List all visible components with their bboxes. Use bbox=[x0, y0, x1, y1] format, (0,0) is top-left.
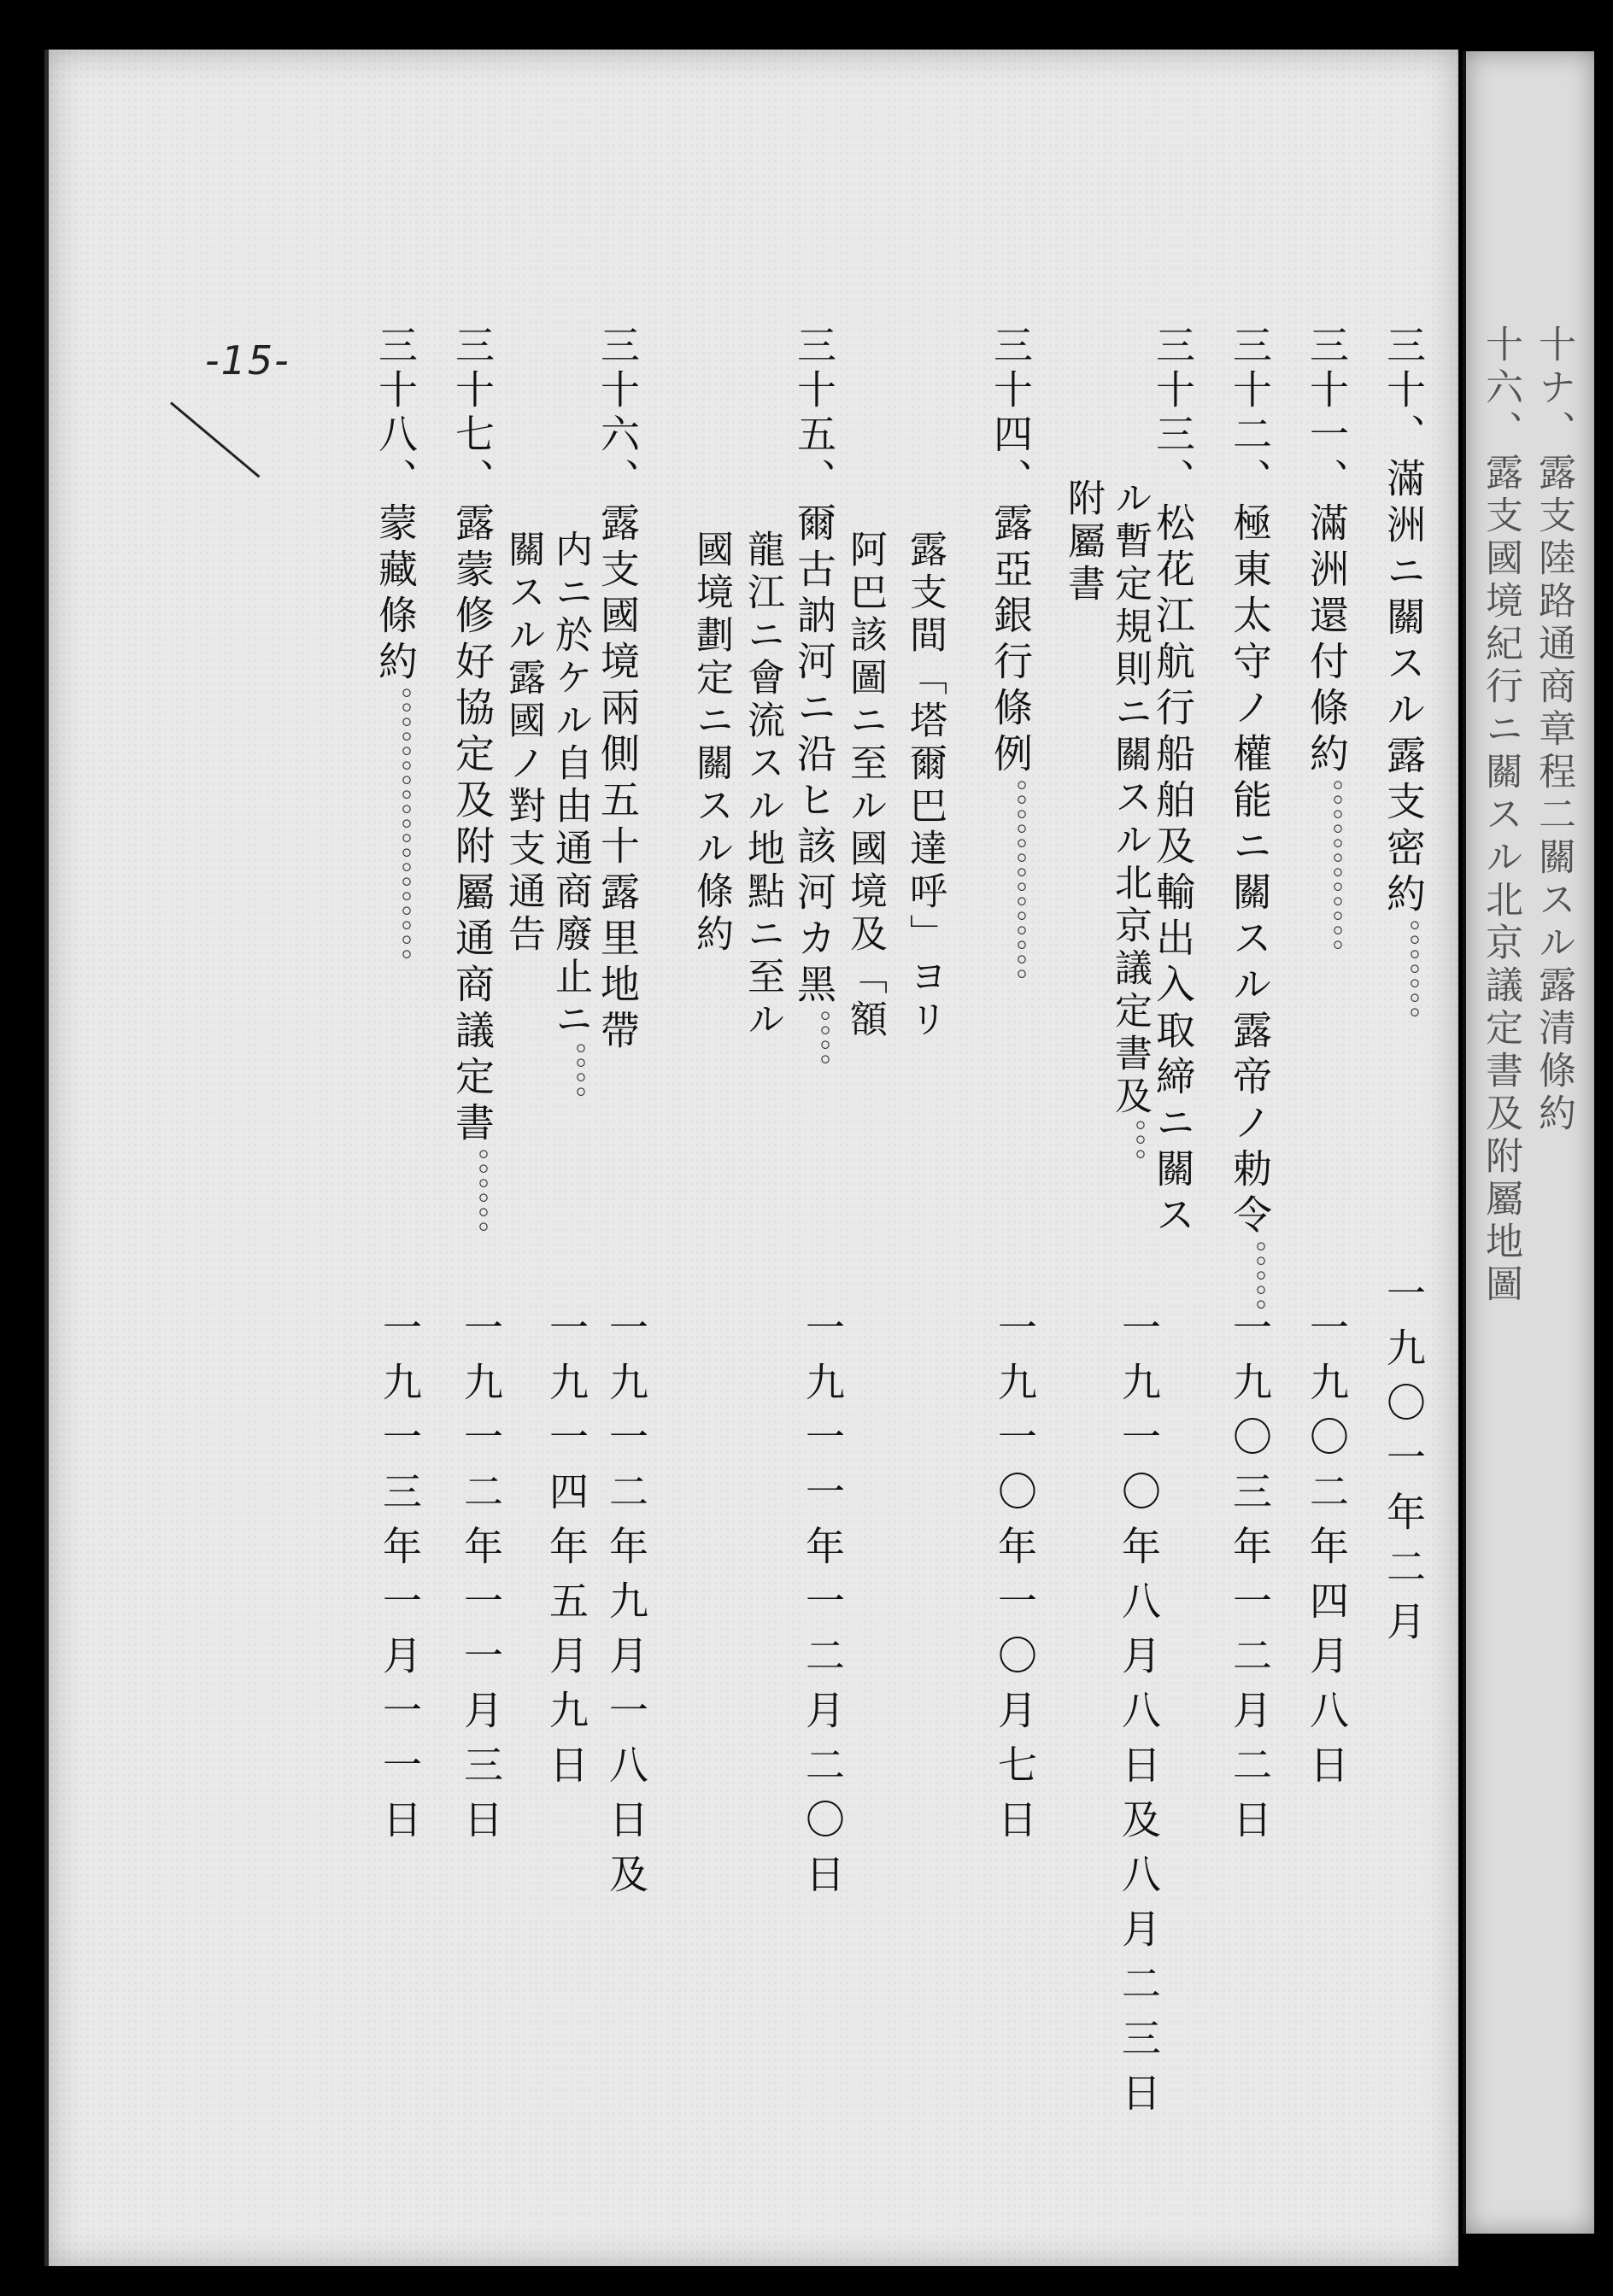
facing-page bbox=[1463, 51, 1594, 2234]
entry-30-title bbox=[1381, 325, 1427, 1035]
entry-title: 露蒙修好協定及附屬通商議定書 bbox=[449, 502, 496, 1148]
entry-33-continuation bbox=[1108, 478, 1152, 1177]
entry-35-date: 一九一一年一二月二〇日 bbox=[800, 1307, 846, 1908]
entry-33-continuation-2: 附屬書 bbox=[1061, 478, 1105, 606]
entry-number: 三十三、 bbox=[1150, 325, 1196, 502]
entry-32-title bbox=[1227, 325, 1273, 1327]
entry-number: 三十七、 bbox=[449, 325, 496, 502]
entry-number: 三十四、 bbox=[988, 325, 1034, 502]
entry-31-date: 一九〇二年四月八日 bbox=[1304, 1307, 1350, 1799]
entry-number: 三十六、 bbox=[595, 325, 641, 502]
entry-35-continuation: 龍江ニ會流スル地點ニ至ル bbox=[741, 530, 784, 1042]
entry-number: 三十二、 bbox=[1227, 325, 1273, 502]
dot-leader: 。。。。。 bbox=[1233, 1240, 1267, 1327]
dot-leader: 。。。。。。。。。。。。。。。。。。。 bbox=[378, 687, 413, 977]
dot-leader: 。。。。。。。。。。。。 bbox=[1310, 779, 1344, 968]
entry-36-title bbox=[595, 325, 641, 1056]
entry-title: 滿洲還付條約 bbox=[1304, 502, 1350, 779]
entry-number: 三十一、 bbox=[1304, 325, 1350, 502]
entry-title: 爾古訥河ニ沿ヒ該河カ黑 bbox=[791, 502, 837, 1010]
entry-37-title bbox=[449, 325, 496, 1250]
entry-number: 三十八、 bbox=[372, 325, 419, 502]
facing-line-1: 十ナ、露支陸路通商章程二關スル露清條約 bbox=[1532, 325, 1575, 1136]
entry-30-date: 一九〇一年二月 bbox=[1381, 1273, 1427, 1655]
entry-34-title bbox=[988, 325, 1034, 997]
entry-35-continuation-2: 國境劃定ニ關スル條約 bbox=[689, 530, 733, 957]
entry-33-title bbox=[1150, 325, 1196, 1240]
entry-title-cont: ル暫定規則ニ關スル北京議定書及 bbox=[1108, 478, 1152, 1119]
entry-title-cont: 内ニ於ケル自由通商廢止ニ bbox=[548, 530, 592, 1042]
dot-leader: 。。。。。。 bbox=[455, 1148, 490, 1250]
dot-leader: 。。。。 bbox=[797, 1010, 831, 1082]
entry-38-date: 一九一三年一月一一日 bbox=[377, 1307, 423, 1854]
entry-36-date: 一九一二年九月一八日及 bbox=[603, 1307, 649, 1908]
page-number-annotation: -15- bbox=[205, 337, 290, 384]
entry-title: 極東太守ノ權能ニ關スル露帝ノ勅令 bbox=[1227, 502, 1273, 1240]
entry-title: 蒙藏條約 bbox=[372, 502, 419, 687]
dot-leader: 。。。。。。。。。。。。。。 bbox=[994, 779, 1028, 997]
entry-36-continuation-2: 關スル露國ノ對支通告 bbox=[501, 530, 545, 957]
entry-34-sub-line-2: 阿巴該圖ニ至ル國境及「額 bbox=[843, 530, 887, 1042]
entry-number: 三十、 bbox=[1381, 325, 1427, 458]
entry-31-title bbox=[1304, 325, 1350, 968]
entry-36-date-2: 一九一四年五月九日 bbox=[543, 1307, 589, 1799]
entry-38-title bbox=[372, 325, 419, 977]
entry-number: 三十五、 bbox=[791, 325, 837, 502]
entry-32-date: 一九〇三年一二月二日 bbox=[1227, 1307, 1273, 1854]
entry-36-continuation bbox=[548, 530, 592, 1115]
entry-title: 滿洲ニ關スル露支密約 bbox=[1381, 458, 1427, 919]
entry-title: 松花江航行船舶及輸出入取締ニ關ス bbox=[1150, 502, 1196, 1240]
entry-33-date: 一九一〇年八月八日及八月二三日 bbox=[1116, 1307, 1162, 2127]
entry-37-date: 一九一二年一一月三日 bbox=[458, 1307, 504, 1854]
facing-line-2: 十六、露支國境紀行ニ關スル北京議定書及附屬地圖 bbox=[1479, 325, 1522, 1307]
dot-leader: 。。。。。。。 bbox=[1387, 919, 1421, 1035]
entry-title: 露支國境兩側五十露里地帶 bbox=[595, 502, 641, 1056]
entry-title: 露亞銀行條例 bbox=[988, 502, 1034, 779]
dot-leader: 。。。 bbox=[1112, 1119, 1147, 1177]
entry-34-date: 一九一〇年一〇月七日 bbox=[992, 1307, 1038, 1854]
dot-leader: 。。。。 bbox=[553, 1042, 587, 1115]
entry-35-title bbox=[791, 325, 837, 1082]
entry-34-sub-line-1: 露支間「塔爾巴達呼」ヨリ bbox=[903, 530, 947, 1042]
